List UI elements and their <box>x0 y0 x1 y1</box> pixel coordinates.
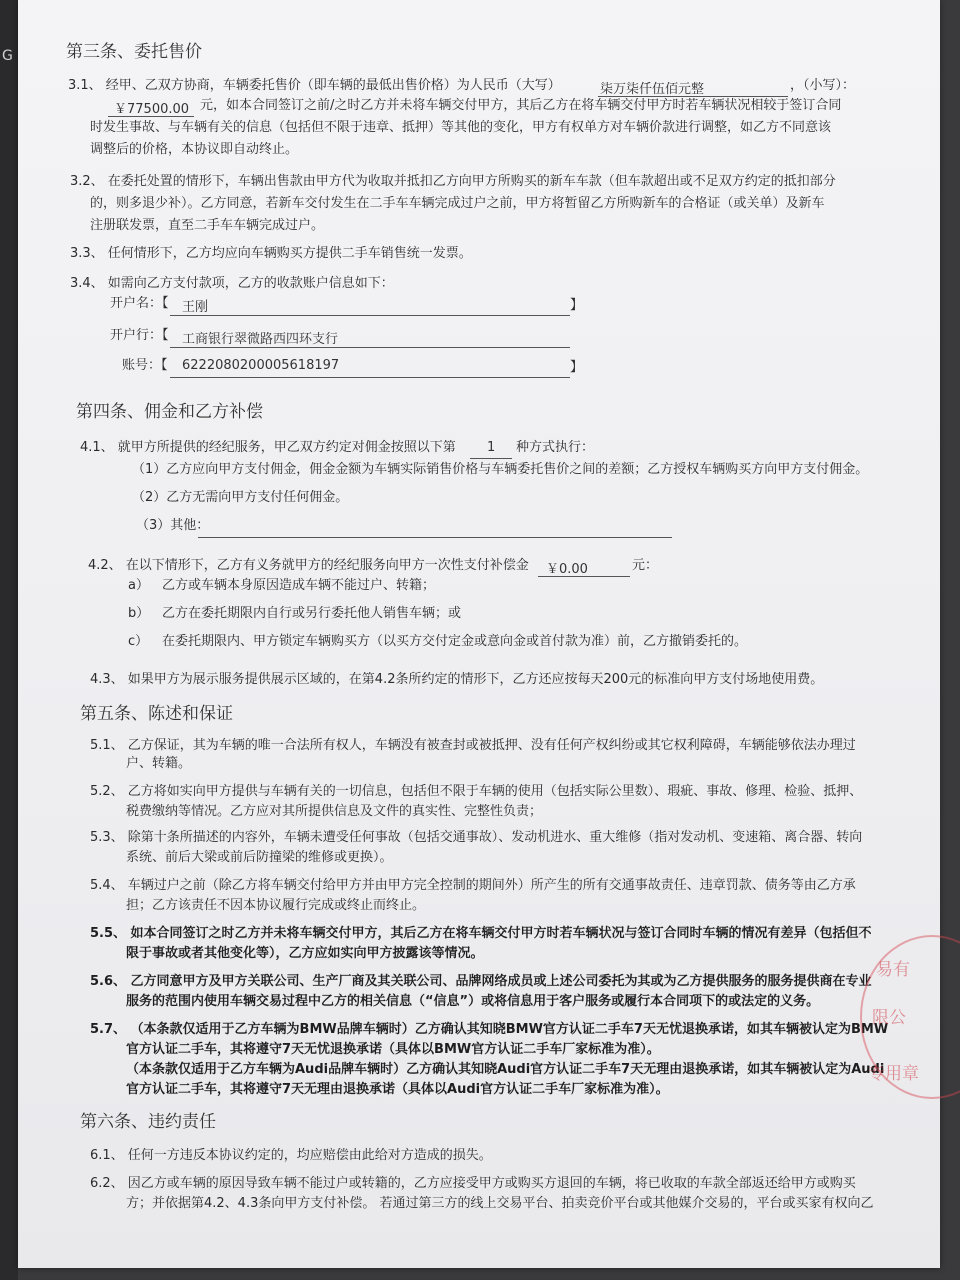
close-bracket: 】 <box>570 298 584 313</box>
section5-title: 第五条、陈述和保证 <box>80 704 233 724</box>
document-page <box>18 0 940 1268</box>
p52-line1: 5.2、 乙方将如实向甲方提供与车辆有关的一切信息，包括但不限于车辆的使用（包括实际公里数）、瑕疵、事故、修理、检验、抵押、 <box>90 784 863 799</box>
p42-a: 4.2、 在以下情形下，乙方有义务就甲方的经纪服务向甲方一次性支付补偿金 <box>88 558 529 573</box>
p51-line1: 5.1、 乙方保证，其为车辆的唯一合法所有权人，车辆没有被查封或被抵押、没有任何产权纠纷或其它权利障碍，车辆能够依法办理过 <box>90 738 856 753</box>
p55-line2: 限于事故或者其他变化等），乙方应如实向甲方披露该等情况。 <box>126 946 484 961</box>
p31-line4: 调整后的价格，本协议即自动终止。 <box>90 142 299 157</box>
option-2: （2）乙方无需向甲方支付任何佣金。 <box>132 490 349 505</box>
p54-line2: 担；乙方该责任不因本协议履行完成或终止而终止。 <box>126 898 426 913</box>
p52-line2: 税费缴纳等情况。乙方应对其所提供信息及文件的真实性、完整性负责； <box>126 804 543 819</box>
item-c: 在委托期限内、甲方锁定车辆购买方（以买方交付定金或意向金或首付款为准）前，乙方撤销委托的。 <box>162 634 748 649</box>
p31-line1: 3.1、 经甲、乙双方协商，车辆委托售价（即车辆的最低出售价格）为人民币（大写） <box>68 78 561 93</box>
item-b-label: b） <box>128 606 150 621</box>
acct-name-label: 开户名：【 <box>110 296 169 311</box>
underline <box>170 346 570 348</box>
seal-text-3: 专用章 <box>868 1064 919 1084</box>
p41-a: 4.1、 就甲方所提供的经纪服务，甲乙双方约定对佣金按照以下第 <box>80 440 456 455</box>
compensation: ￥0.00 <box>546 562 588 577</box>
p62-line1: 6.2、 因乙方或车辆的原因导致车辆不能过户或转籍的，乙方应接受甲方或购买方退回的车辆，将已收取的车款全部返还给甲方或购买 <box>90 1176 856 1191</box>
section4-title: 第四条、佣金和乙方补偿 <box>76 402 263 422</box>
underline <box>108 115 194 117</box>
p56-line1: 5.6、 乙方同意甲方及甲方关联公司、生产厂商及其关联公司、品牌网络成员或上述公司委托为其或为乙方提供服务的服务提供商在专业 <box>90 974 872 989</box>
section6-title: 第六条、违约责任 <box>80 1112 216 1132</box>
p31-line3: 时发生事故、与车辆有关的信息（包括但不限于违章、抵押）等其他的变化，甲方有权单方对车辆价款进行调整，如乙方不同意该 <box>90 120 832 135</box>
acct-bank: 工商银行翠微路西四环支行 <box>182 332 339 347</box>
p57-line1: 5.7、 （本条款仅适用于乙方车辆为BMW品牌车辆时）乙方确认其知晓BMW官方认证二手车7天无忧退换承诺，如其车辆被认定为BMW <box>90 1022 889 1037</box>
p53-line1: 5.3、 除第十条所描述的内容外，车辆未遭受任何事故（包括交通事故）、发动机进水、重大维修（指对发动机、变速箱、离合器、转向 <box>90 830 863 845</box>
p33: 3.3、 任何情形下，乙方均应向车辆购买方提供二手车销售统一发票。 <box>70 246 472 261</box>
p62-line2: 方；并依据第4.2、4.3条向甲方支付补偿。 若通过第三方的线上交易平台、拍卖竞价平台或其他媒介交易的，平台或买家有权向乙 <box>126 1196 874 1211</box>
p54-line1: 5.4、 车辆过户之前（除乙方将车辆交付给甲方并由甲方完全控制的期间外）所产生的所有交通事故责任、违章罚款、债务等由乙方承 <box>90 878 856 893</box>
method-number: 1 <box>487 440 496 455</box>
underline <box>598 95 788 97</box>
price-upper: 柒万柒仟伍佰元整 <box>600 82 705 97</box>
section3-title: 第三条、委托售价 <box>66 42 202 62</box>
background-edge <box>0 0 18 1280</box>
item-a: 乙方或车辆本身原因造成车辆不能过户、转籍； <box>162 578 436 593</box>
p57-line2: 官方认证二手车，其将遵守7天无忧退换承诺（具体以BMW官方认证二手车厂家标准为准）。 <box>126 1042 660 1057</box>
seal-text-1: 易有 <box>876 960 910 980</box>
p34: 3.4、 如需向乙方支付款项，乙方的收款账户信息如下： <box>70 276 394 291</box>
acct-name: 王刚 <box>182 300 209 315</box>
p43: 4.3、 如果甲方为展示服务提供展示区域的，在第4.2条所约定的情形下，乙方还应按每天200元的标准向甲方支付场地使用费。 <box>90 672 824 687</box>
acct-bank-label: 开户行：【 <box>110 328 169 343</box>
underline <box>170 314 570 316</box>
underline <box>170 376 570 378</box>
p57-line4: 官方认证二手车，其将遵守7天无理由退换承诺（具体以Audi官方认证二手车厂家标准为准）。 <box>126 1082 669 1097</box>
p55-line1: 5.5、 如本合同签订之时乙方并未将车辆交付甲方，其后乙方在将车辆交付甲方时若车辆状况与签订合同时车辆的情况有差异（包括但不 <box>90 926 872 941</box>
p53-line2: 系统、前后大梁或前后防撞梁的维修或更换）。 <box>126 850 393 865</box>
p61: 6.1、 任何一方违反本协议约定的，均应赔偿由此给对方造成的损失。 <box>90 1148 492 1163</box>
option-1: （1）乙方应向甲方支付佣金，佣金金额为车辆实际销售价格与车辆委托售价之间的差额；乙方授权车辆购买方向甲方支付佣金。 <box>132 462 869 477</box>
underline <box>198 536 672 538</box>
p56-line2: 服务的范围内使用车辆交易过程中乙方的相关信息（“信息”）或将信息用于客户服务或履行本合同项下的或法定的义务。 <box>126 994 820 1009</box>
p31-line1b: ，（小写）： <box>790 78 856 93</box>
option-3: （3）其他： <box>136 518 210 533</box>
seal-text-2: 限公 <box>872 1008 906 1028</box>
acct-no-label: 账号：【 <box>122 358 168 373</box>
acct-no: 6222080200005618197 <box>182 358 340 373</box>
p57-line3: （本条款仅适用于乙方车辆为Audi品牌车辆时）乙方确认其知晓Audi官方认证二手车7天无理由退换承诺，如其车辆被认定为Audi <box>126 1062 885 1077</box>
item-b: 乙方在委托期限内自行或另行委托他人销售车辆；或 <box>162 606 462 621</box>
p31-line2: 元，如本合同签订之前/之时乙方并未将车辆交付甲方，其后乙方在将车辆交付甲方时若车辆状况相较于签订合同 <box>200 98 842 113</box>
p51-line2: 户、转籍。 <box>126 756 192 771</box>
underline <box>470 457 512 459</box>
p41-b: 种方式执行： <box>516 440 595 455</box>
p32-line2: 的，则多退少补）。乙方同意，若新车交付发生在二手车车辆完成过户之前，甲方将暂留乙方所购新车的合格证（或关单）及新车 <box>90 196 825 211</box>
p42-b: 元： <box>632 558 659 573</box>
item-c-label: c） <box>128 634 149 649</box>
edge-glyph: G <box>2 48 13 64</box>
price-lower: ￥77500.00 <box>114 102 190 117</box>
p32-line1: 3.2、 在委托处置的情形下，车辆出售款由甲方代为收取并抵扣乙方向甲方所购买的新车车款（但车款超出或不足双方约定的抵扣部分 <box>70 174 836 189</box>
underline <box>538 575 630 577</box>
close-bracket: 】 <box>570 360 584 375</box>
p32-line3: 注册联发票，直至二手车车辆完成过户。 <box>90 218 325 233</box>
item-a-label: a） <box>128 578 149 593</box>
